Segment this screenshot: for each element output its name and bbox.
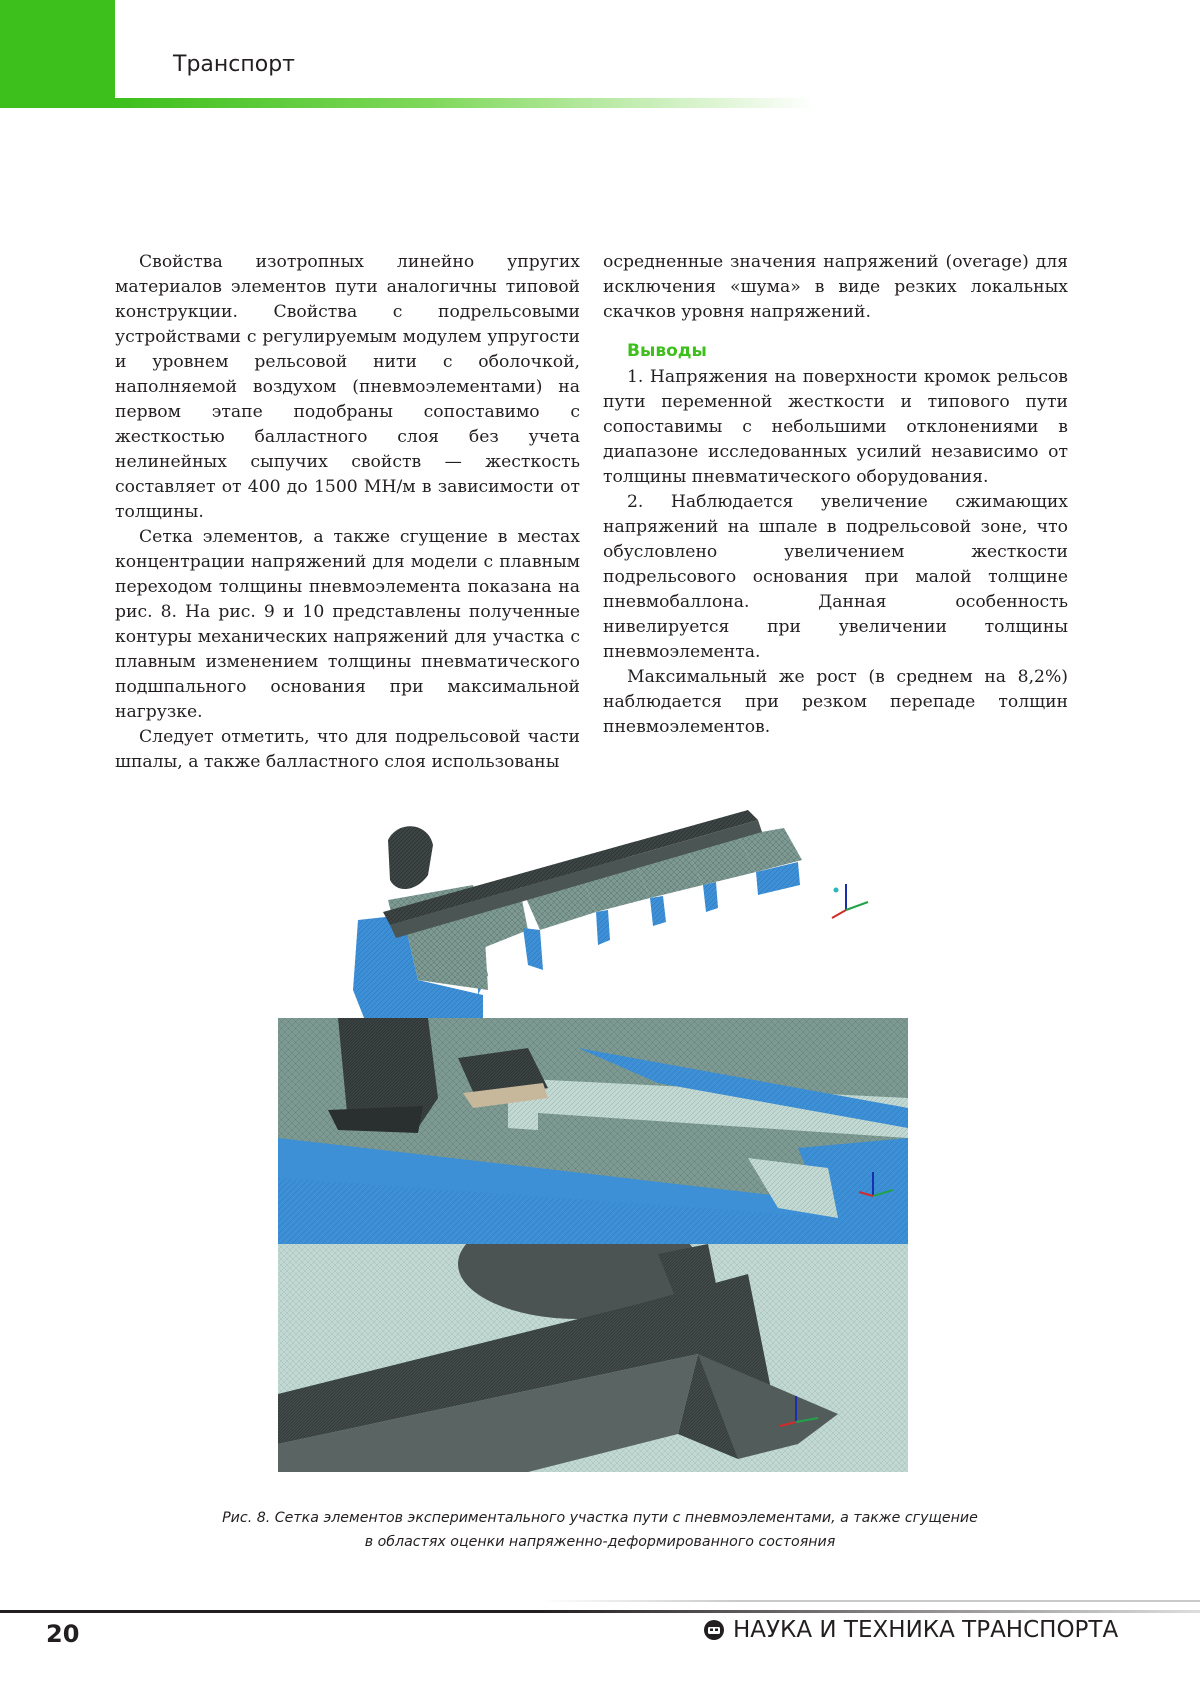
footer-rule (0, 1610, 1200, 1613)
right-column (603, 250, 1068, 740)
left-column (115, 250, 580, 775)
footer-rule-light (540, 1600, 1200, 1602)
paragraph-continuation: осредненные значения напряжений (overage) для исключения «шума» в виде резких локальных скачков уровня напряжений. (603, 252, 1068, 322)
conclusions-heading: Выводы (627, 341, 707, 361)
figure-caption (115, 1506, 1085, 1554)
journal-name (703, 1617, 1118, 1643)
paragraph: Следует отметить, что для подрельсовой части шпалы, а также балластного слоя использованы (115, 727, 580, 772)
rail-mesh-closeup (278, 1244, 908, 1472)
conclusion-item: Максимальный же рост (в среднем на 8,2%) наблюдается при резком перепаде толщин пневмоэлементов. (603, 667, 1068, 737)
header-rule (115, 98, 815, 108)
section-title: Транспорт (173, 52, 295, 77)
axis-triad-icon (832, 884, 868, 918)
journal-logo-icon (703, 1619, 725, 1641)
figure-8 (278, 800, 908, 1475)
conclusion-item: 1. Напряжения на поверхности кромок рельсов пути переменной жесткости и типового пути сопоставимы с небольшими отклонениями в диапазоне исследованных усилий независимо от толщины пневматического оборудования. (603, 367, 1068, 487)
caption-line: Рис. 8. Сетка элементов экспериментального участка пути с пневмоэлементами, а также сгущение (222, 1510, 978, 1526)
page-number: 20 (46, 1620, 80, 1648)
paragraph: Сетка элементов, а также сгущение в местах концентрации напряжений для модели с плавным переходом толщины пневмоэлемента показана на рис. 8. На рис. 9 и 10 представлены полученные контуры механических напряжений для участка с плавным изменением толщины пневматического подшпального основания при максимальной нагрузке. (115, 527, 580, 722)
journal-title: НАУКА И ТЕХНИКА ТРАНСПОРТА (733, 1617, 1119, 1643)
header-accent-block (0, 0, 115, 108)
track-mesh-overview (278, 800, 908, 1020)
sleeper-mesh-closeup (278, 1018, 908, 1244)
caption-line: в областях оценки напряженно-деформированного состояния (364, 1534, 836, 1550)
conclusion-item: 2. Наблюдается увеличение сжимающих напряжений на шпале в подрельсовой зоне, что обусловлено увеличением жесткости подрельсового основания при малой толщине пневмобаллона. Данная особенность нивелируется при увеличении толщины пневмоэлемента. (603, 492, 1068, 662)
paragraph: Свойства изотропных линейно упругих материалов элементов пути аналогичны типовой конструкции. Свойства с подрельсовыми устройствами с регулируемым модулем упругости и уровнем рельсовой нити с оболочкой, наполняемой воздухом (пневмоэлементами) на первом этапе подобраны сопоставимо с жесткостью балластного слоя без учета нелинейных сыпучих свойств — жесткость составляет от 400 до 1500 МН/м в зависимости от толщины. (115, 252, 580, 522)
